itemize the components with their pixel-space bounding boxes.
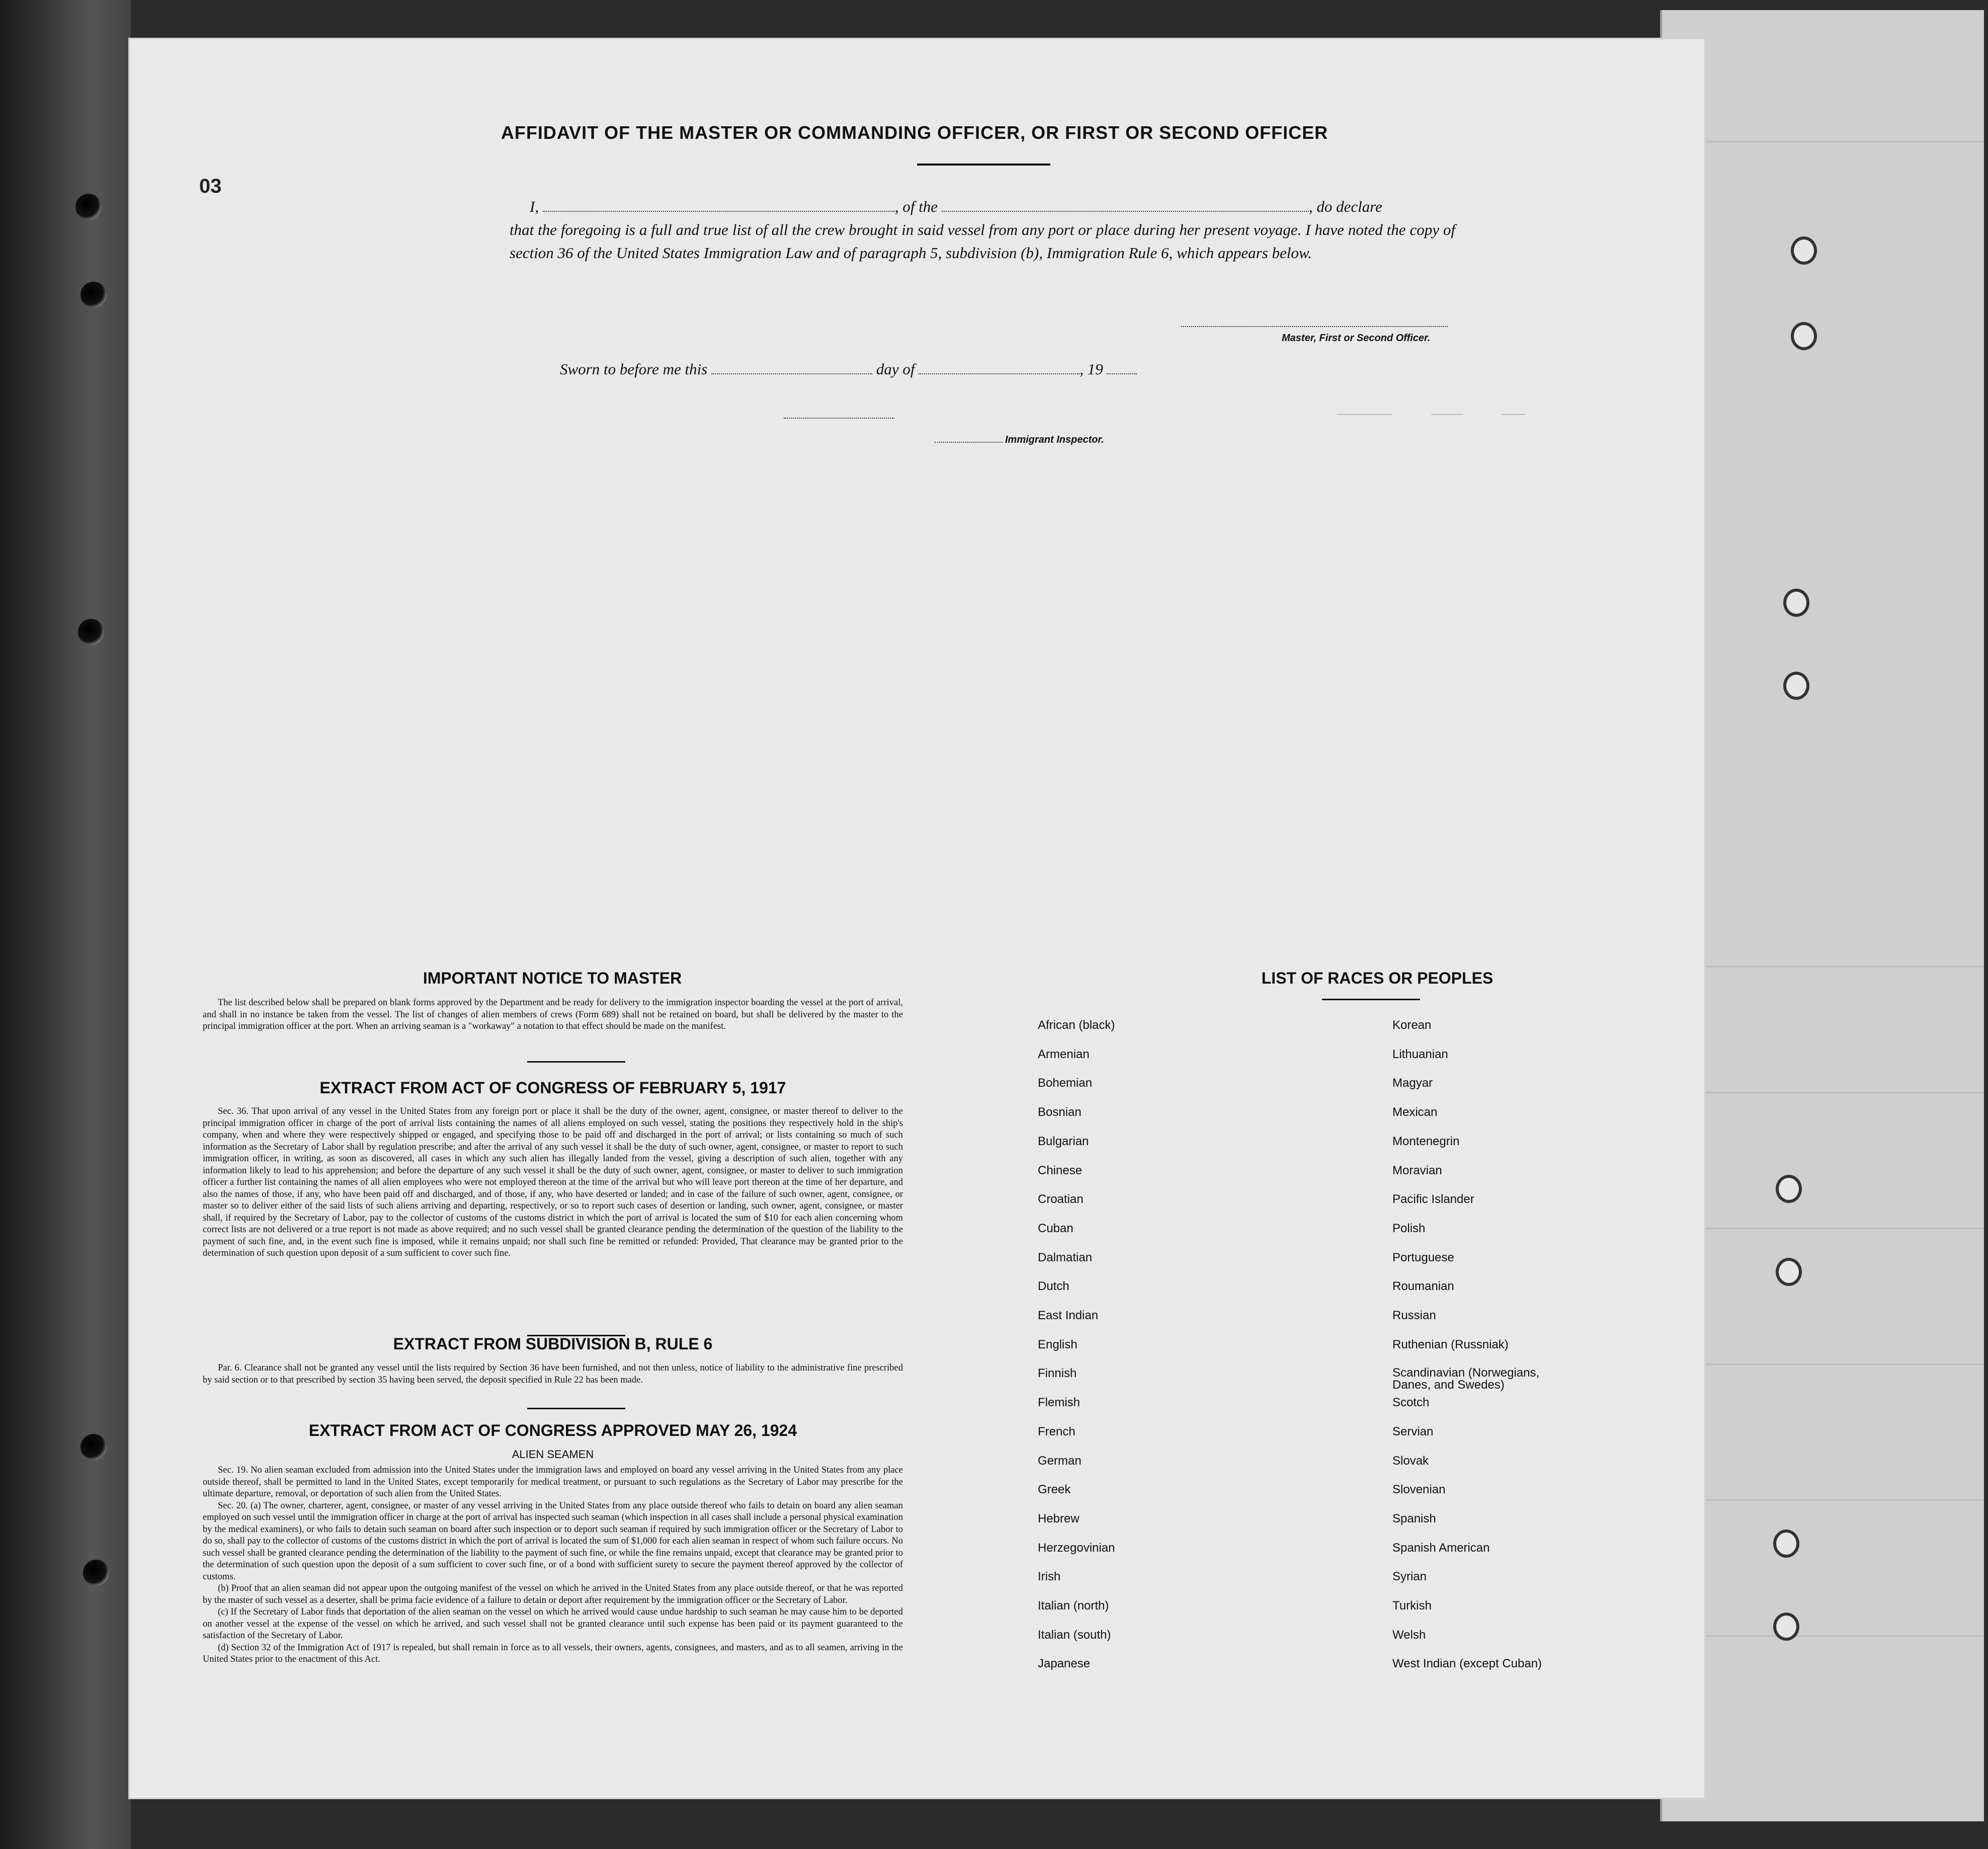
race-item: Servian bbox=[1392, 1424, 1434, 1438]
sworn-line bbox=[560, 360, 1137, 378]
race-item: Moravian bbox=[1392, 1163, 1442, 1177]
races-right-column bbox=[1392, 1019, 1604, 1713]
binder-hole bbox=[80, 282, 107, 308]
notice-text: The list described below shall be prepared on blank forms approved by the Department and be ready for delivery to the immigration inspector boarding the vessel at the port of arrival, and shall in no instance be taken from the vessel. The list of changes of alien members of crews (Form 689) shall not be retained on board, but shall be delivered by the master to the principal immigration officer at the port. When an arriving seaman is a "workaway" a notation to that effect should be made on the manifest. bbox=[203, 998, 903, 1031]
affidavit-page: ——————— ———— ——— 03 AFFIDAVIT OF THE MASTER OR COMMANDING OFFICER, OR FIRST OR SECOND OFFICER I, , of the , do declare that the foregoing is a full and true list of all the crew brought in said vessel from any port or place during her present voyage. I have noted the copy of section 36 of the United States Immigration Law and of paragraph 5, subdivision (b), Immigration Rule 6, which appears below. Master, First or Second Officer. Sworn to before me this day of , 19 Immigrant Inspector. IMPORTANT NOTICE TO MASTER The list described below shall be prepared on blank forms approved by the Department and be ready for delivery to the immigration inspector boarding the vessel at the port of arrival, and shall in no instance be taken from the vessel. The list of changes of alien members of crews (Form 689) shall not be retained on board, but shall be delivered by the master to the principal immigration officer at the port. When an arriving seaman is a "workaway" a notation to that effect should be made on the manifest. EXTRACT FROM ACT OF CONGRESS OF FEBRUARY 5, 1917 Sec. 36. That upon arrival of any vessel in the United States from any foreign port or place it shall be the duty of the owner, agent, consignee, or master thereof to deliver to the principal immigration officer in charge of the port of arrival lists containing the names of all aliens employed on such vessel, stating the positions they respectively hold in the ship's company, when and where they were respectively shipped or engaged, and specifying those to be paid off and discharged in the port of arrival; or lists containing so much of such information as the Secretary of Labor shall by regulation prescribe; and after the arrival of any such vessel it shall be the duty of such owner, agent, consignee, or master to report to such immigration officer, in writing, as soon as discovered, all cases in which any such alien has illegally landed from the vessel, giving a description of such alien, together with any information likely to lead to his apprehension; and before the departure of any such vessel it shall be the duty of such owner, agent, consignee, or master to deliver to such immigration officer a further list containing the names of all alien employees who were not employed thereon at the time of the arrival but who will leave port thereon at the time of her departure, and also the names of those, if any, who have been paid off and discharged, and of those, if any, who have deserted or landed; and in case of the failure of such owner, agent, consignee, or master so to deliver either of the said lists of such aliens arriving and departing, respectively, or so to report such cases of desertion or landing, such owner, agent, consignee, or master shall, if required by the Secretary of Labor, pay to the collector of customs of the customs district in which the port of arrival is located the sum of $10 for each alien concerning whom correct lists are not delivered or a true report is not made as above required; and no such vessel shall be granted clearance pending the determination of the question of the liability to the payment of such fine, and, in the event such fine is imposed, while it remains unpaid; nor shall such fine be remitted or refunded: Provided, That clearance may be granted prior to the determination of such question upon deposit of a sum sufficient to cover such fine. EXTRACT FROM SUBDIVISION B, RULE 6 Par. 6. Clearance shall not be granted any vessel until the lists required by Section 36 have been furnished, and not then unless, notice of liability to the administrative fine prescribed by said section or to that prescribed by section 35 having been served, the deposit specified in Rule 22 has been made. EXTRACT FROM ACT OF CONGRESS APPROVED MAY 26, 1924 ALIEN SEAMEN Sec. 19. No alien seaman excluded from admission into the United States under the immigration laws and employed on board any vessel arriving in the United States from any place outside thereof, shall be permitted to land in the United States, except temporarily for medical treatment, or pursuant to such regulations as the Secretary of Labor may prescribe for the ultimate departure, removal, or deportation of such alien from the United States. Sec. 20. (a) The owner, charterer, agent, consignee, or master of any vessel arriving in the United States from any place outside thereof who fails to detain on board any alien seaman employed on such vessel until the immigration officer in charge at the port of arrival has inspected such seaman (which inspection in all cases shall include a personal physical examination by the medical examiners), or who fails to detain such seaman on board after such inspection or to deport such seaman if required by such immigration officer or the Secretary of Labor to do so, shall pay to the collector of customs of the customs district in which the port of arrival is located the sum of $1,000 for each alien seaman in respect of whom such failure occurs. No such vessel shall be granted clearance pending the determination of the liability to the payment of such fine, or while the fine remains unpaid, except that clearance may be granted prior to the determination of such question upon the deposit of a sum sufficient to cover such fine, or of a bond with sufficient surety to secure the payment thereof approved by the collector of customs. (b) Proof that an alien seaman did not appear upon the outgoing manifest of the vessel on which he arrived in the United States from any place outside thereof, or that he was reported by the master of such vessel as a deserter, shall be prima facie evidence of a failure to detain or deport after requirement by the immigration officer or the Secretary of Labor. (c) If the Secretary of Labor finds that deportation of the alien seaman on the vessel on which he arrived would cause undue hardship to such seaman he may cause him to be deported on another vessel at the expense of the vessel on which he arrived, and such vessel shall not be granted clearance until such expense has been paid or its payment guaranteed to the satisfaction of the Secretary of Labor. (d) Section 32 of the Immigration Act of 1917 is repealed, but shall remain in force as to all vessels, their owners, agents, consignees, and masters, and as to all seamen, arriving in the United States prior to the enactment of this Act. LIST OF RACES OR PEOPLES African (black) Armenian Bohemian Bosnian Bulgarian Chinese Croatian Cuban Dalmatian Dutch East Indian English Finnish Flemish French German Greek Hebrew Herzegovinian Irish Italian (north) Italian (south) Japanese Korean Lithuanian Magyar Mexican Montenegrin Moravian Pacific Islander Polish Portuguese Roumanian Russian Ruthenian (Russniak) Scandinavian (Norwegians, Danes, and Swedes) Scotch Servian Slovak Slovenian Spanish Spanish American Syrian Turkish Welsh West Indian (except Cuban) bbox=[130, 39, 1704, 1798]
inspector-signature-line[interactable] bbox=[784, 418, 894, 419]
race-item: Armenian bbox=[1038, 1047, 1090, 1061]
race-item: Finnish bbox=[1038, 1366, 1077, 1381]
affidavit-declaration bbox=[510, 195, 1455, 265]
race-item: Chinese bbox=[1038, 1163, 1083, 1177]
vessel-field[interactable] bbox=[942, 198, 1309, 212]
race-item: East Indian bbox=[1038, 1309, 1099, 1322]
race-item: Croatian bbox=[1038, 1192, 1084, 1207]
races-left-column bbox=[1038, 1019, 1229, 1713]
extract-1924-title: EXTRACT FROM ACT OF CONGRESS APPROVED MAY 26, 1924 bbox=[308, 1421, 797, 1439]
punch-hole bbox=[1783, 589, 1809, 617]
race-item: Korean bbox=[1392, 1018, 1432, 1032]
section-rule bbox=[1322, 999, 1420, 1000]
race-item: Lithuanian bbox=[1392, 1047, 1448, 1061]
race-item: Magyar bbox=[1392, 1076, 1433, 1090]
race-item: Scandinavian (Norwegians, Danes, and Swedes) bbox=[1392, 1366, 1540, 1392]
race-item: Welsh bbox=[1392, 1628, 1426, 1642]
officer-label: Master, First or Second Officer. bbox=[1282, 333, 1431, 344]
inspector-label: Immigrant Inspector. bbox=[1005, 434, 1104, 445]
race-item: Cuban bbox=[1038, 1221, 1073, 1235]
binder-spine bbox=[0, 0, 131, 1849]
affidavit-title: AFFIDAVIT OF THE MASTER OR COMMANDING OFFICER, OR FIRST OR SECOND OFFICER bbox=[501, 122, 1329, 143]
race-item: Montenegrin bbox=[1392, 1134, 1460, 1148]
race-item: Italian (south) bbox=[1038, 1628, 1111, 1642]
extract-1917-title: EXTRACT FROM ACT OF CONGRESS OF FEBRUARY 5, 1917 bbox=[319, 1079, 786, 1097]
race-item: Scotch bbox=[1392, 1396, 1430, 1410]
punch-hole bbox=[1773, 1613, 1799, 1641]
race-item: Mexican bbox=[1392, 1105, 1438, 1119]
day-of-label: day of bbox=[876, 360, 915, 378]
punch-hole bbox=[1776, 1258, 1802, 1286]
extract-1924-subtitle: ALIEN SEAMEN bbox=[512, 1448, 594, 1461]
title-rule bbox=[917, 164, 1050, 166]
race-item: Bulgarian bbox=[1038, 1134, 1089, 1148]
race-item: Hebrew bbox=[1038, 1511, 1080, 1525]
sworn-year-field[interactable] bbox=[1107, 360, 1137, 374]
race-item: African (black) bbox=[1038, 1018, 1115, 1032]
race-item: Pacific Islander bbox=[1392, 1192, 1474, 1207]
race-item: Portuguese bbox=[1392, 1250, 1454, 1264]
name-field[interactable] bbox=[543, 198, 895, 212]
punch-hole bbox=[1791, 236, 1817, 265]
extract-rule6-title: EXTRACT FROM SUBDIVISION B, RULE 6 bbox=[393, 1335, 713, 1353]
race-item: English bbox=[1038, 1337, 1078, 1351]
race-item: Herzegovinian bbox=[1038, 1541, 1115, 1555]
of-the-label: , of the bbox=[894, 198, 938, 215]
punch-hole bbox=[1791, 322, 1817, 350]
race-item: Italian (north) bbox=[1038, 1599, 1109, 1613]
officer-signature-line[interactable] bbox=[1181, 326, 1448, 327]
sworn-month-field[interactable] bbox=[919, 360, 1080, 374]
extract-1917-text: Sec. 36. That upon arrival of any vessel in the United States from any foreign port or place it shall be the duty of the owner, agent, consignee, or master thereof to deliver to the principal immigration officer in charge of the port of arrival lists containing the names of all aliens employed on such vessel, stating the positions they respectively hold in the ship's company, when and where they were respectively shipped or engaged, and specifying those to be paid off and discharged in the port of arrival; or lists containing so much of such information as the Secretary of Labor shall by regulation prescribe; and after the arrival of any such vessel it shall be the duty of such owner, agent, consignee, or master to report to such immigration officer, in writing, as soon as discovered, all cases in which any such alien has illegally landed from the vessel, giving a description of such alien, together with any information likely to lead to his apprehension; and before the departure of any such vessel it shall be the duty of such owner, agent, consignee, or master to deliver to such immigration officer a further list containing the names of all alien employees who were not employed thereon at the time of the arrival but who will leave port thereon at the time of her departure, and also the names of those, if any, who have been paid off and discharged, and of those, if any, who have deserted or landed; and in case of the failure of such owner, agent, consignee, or master so to deliver either of the said lists of such aliens arriving and departing, respectively, or so to report such cases of desertion or landing, such owner, agent, consignee, or master shall, if required by the Secretary of Labor, pay to the collector of customs of the customs district in which the port of arrival is located the sum of $10 for each alien concerning whom correct lists are not delivered or a true report is not made as above required; and no such vessel shall be granted clearance pending the determination of the question of the liability to the payment of such fine, and, in the event such fine is imposed, while it remains unpaid; nor shall such fine be remitted or refunded: Provided, That clearance may be granted prior to the determination of such question upon deposit of a sum sufficient to cover such fine. bbox=[203, 1106, 903, 1258]
i-label: I, bbox=[530, 198, 539, 215]
sworn-day-field[interactable] bbox=[711, 360, 872, 374]
race-item: Flemish bbox=[1038, 1396, 1081, 1410]
underlying-manifest-sheet bbox=[1660, 10, 1984, 1821]
races-title: LIST OF RACES OR PEOPLES bbox=[1261, 969, 1494, 987]
race-item: Japanese bbox=[1038, 1657, 1091, 1671]
race-item: Dutch bbox=[1038, 1279, 1069, 1294]
inspector-name-line[interactable] bbox=[935, 442, 1003, 443]
binder-hole bbox=[83, 1560, 109, 1586]
extract-1924-text: Sec. 19. No alien seaman excluded from admission into the United States under the immigration laws and employed on board any vessel arriving in the United States from any place outside thereof, shall be permitted to land in the United States, except temporarily for medical treatment, or pursuant to such regulations as the Secretary of Labor may prescribe for the ultimate departure, removal, or deportation of such alien from the United States. Sec. 20. (a) The owner, charterer, agent, consignee, or master of any vessel arriving in the United States from any place outside thereof who fails to detain on board any alien seaman employed on such vessel until the immigration officer in charge at the port of arrival has inspected such seaman (which inspection in all cases shall include a personal physical examination by the medical examiners), or who fails to detain such seaman on board after such inspection or to deport such seaman if required by such immigration officer or the Secretary of Labor to do so, shall pay to the collector of customs of the customs district in which the port of arrival is located the sum of $1,000 for each alien seaman in respect of whom such failure occurs. No such vessel shall be granted clearance pending the determination of the liability to the payment of such fine, or while the fine remains unpaid, except that clearance may be granted prior to the determination of such question upon the deposit of a sum sufficient to cover such fine, or of a bond with sufficient surety to secure the payment thereof approved by the collector of customs. (b) Proof that an alien seaman did not appear upon the outgoing manifest of the vessel on which he arrived in the United States from any place outside thereof, or that he was reported by the master of such vessel as a deserter, shall be prima facie evidence of a failure to detain or deport after requirement by the immigration officer or the Secretary of Labor. (c) If the Secretary of Labor finds that deportation of the alien seaman on the vessel on which he arrived would cause undue hardship to such seaman he may cause him to be deported on another vessel at the expense of the vessel on which he arrived, and such vessel shall not be granted clearance until such expense has been paid or its payment guaranteed to the satisfaction of the Secretary of Labor. (d) Section 32 of the Immigration Act of 1917 is repealed, but shall remain in force as to all vessels, their owners, agents, consignees, and masters, and as to all seamen, arriving in the United States prior to the enactment of this Act. bbox=[203, 1465, 903, 1664]
race-item: French bbox=[1038, 1424, 1075, 1438]
punch-hole bbox=[1783, 672, 1809, 700]
race-item: Slovak bbox=[1392, 1454, 1429, 1468]
page-stamp: 03 bbox=[199, 175, 222, 197]
section-rule bbox=[527, 1061, 625, 1063]
race-item: Turkish bbox=[1392, 1599, 1432, 1613]
race-item: Russian bbox=[1392, 1309, 1436, 1322]
race-item: German bbox=[1038, 1454, 1082, 1468]
race-item: Syrian bbox=[1392, 1570, 1427, 1584]
do-declare-label: , do declare bbox=[1308, 198, 1382, 215]
declaration-body: that the foregoing is a full and true list of all the crew brought in said vessel from any port or place during her present voyage. I have noted the copy of section 36 of the United States Immigration Law and of paragraph 5, subdivision (b), Immigration Rule 6, which appears below. bbox=[510, 221, 1455, 262]
race-item: Bosnian bbox=[1038, 1105, 1082, 1119]
binder-hole bbox=[78, 619, 104, 645]
binder-hole bbox=[75, 194, 102, 220]
race-item: Spanish American bbox=[1392, 1541, 1490, 1555]
extract-rule6-text: Par. 6. Clearance shall not be granted any vessel until the lists required by Section 36 have been furnished, and not then unless, notice of liability to the administrative fine prescribed by said section or to that prescribed by section 35 having been served, the deposit specified in Rule 22 has been made. bbox=[203, 1363, 903, 1385]
notice-title: IMPORTANT NOTICE TO MASTER bbox=[423, 969, 682, 987]
race-item: West Indian (except Cuban) bbox=[1392, 1657, 1542, 1671]
sworn-prefix: Sworn to before me this bbox=[560, 360, 708, 378]
race-item: Spanish bbox=[1392, 1511, 1436, 1525]
race-item: Slovenian bbox=[1392, 1483, 1446, 1497]
year-label: , 19 bbox=[1080, 360, 1103, 378]
race-item: Bohemian bbox=[1038, 1076, 1093, 1090]
race-item: Irish bbox=[1038, 1570, 1061, 1584]
race-item: Greek bbox=[1038, 1483, 1071, 1497]
punch-hole bbox=[1776, 1175, 1802, 1203]
race-item: Roumanian bbox=[1392, 1279, 1454, 1294]
section-rule bbox=[527, 1408, 625, 1409]
binder-hole bbox=[80, 1434, 107, 1460]
race-item: Dalmatian bbox=[1038, 1250, 1093, 1264]
punch-hole bbox=[1773, 1530, 1799, 1558]
race-item: Polish bbox=[1392, 1221, 1426, 1235]
race-item: Ruthenian (Russniak) bbox=[1392, 1337, 1509, 1351]
